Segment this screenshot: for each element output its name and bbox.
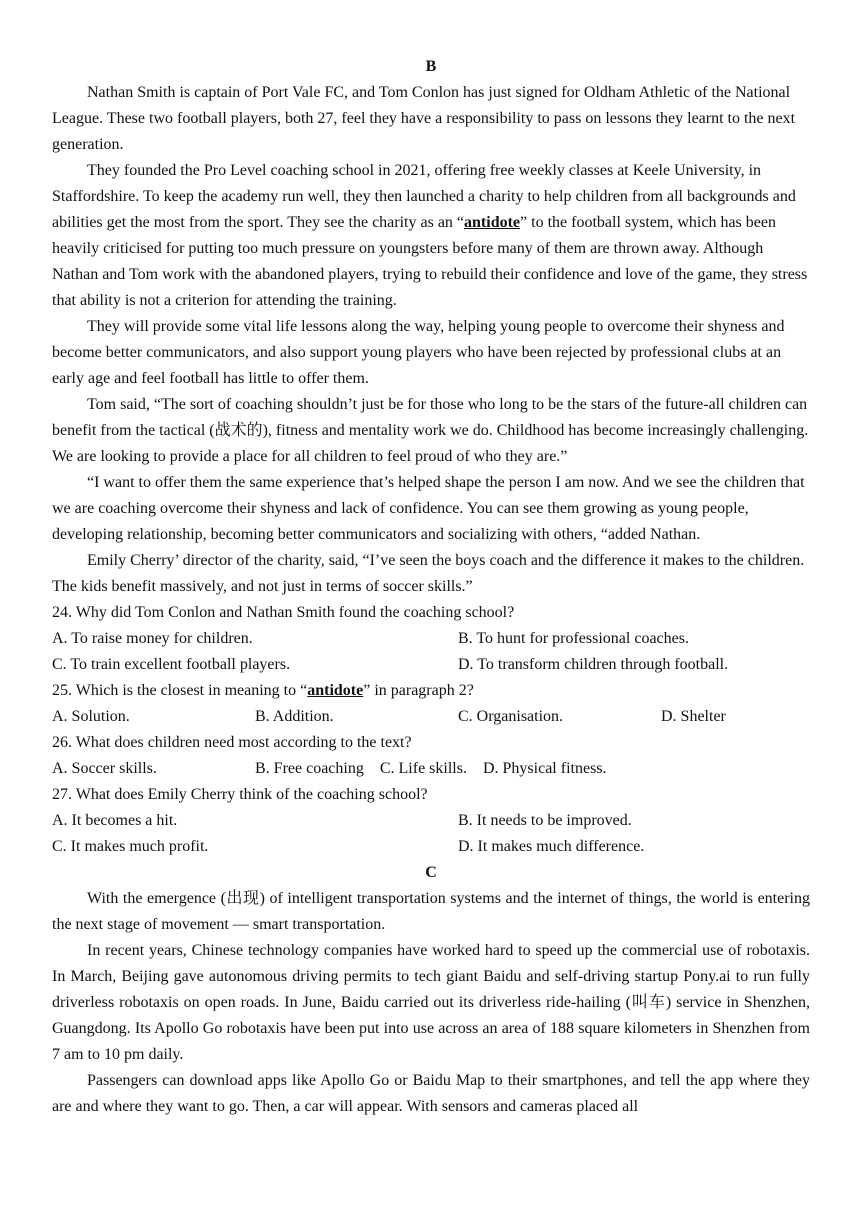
question-24-option-a: A. To raise money for children. — [52, 630, 253, 647]
question-24-stem: 24. Why did Tom Conlon and Nathan Smith found the coaching school? — [52, 604, 515, 621]
section-b-paragraph-4: Tom said, “The sort of coaching shouldn’t just be for those who long to be the stars of the future-all children can benefit from the tactical (战术的), fitness and mentality work we do. Childhood has become increasingly challenging. We are looking to provide a place for all children to feel proud of who they are.” — [52, 396, 809, 465]
question-27-option-d: D. It makes much difference. — [458, 838, 645, 855]
question-25-option-d: D. Shelter — [661, 708, 726, 725]
exam-page — [52, 54, 810, 1120]
section-c-paragraph-3: Passengers can download apps like Apollo Go or Baidu Map to their smartphones, and tell the app where they are and where they want to go. Then, a car will appear. With sensors and cameras placed all — [52, 1072, 810, 1115]
question-26-option-d: D. Physical fitness. — [482, 760, 607, 777]
question-25-stem-end: ” in paragraph 2? — [363, 682, 474, 699]
question-26-stem: 26. What does children need most according to the text? — [52, 734, 412, 751]
section-c-title: C — [425, 864, 437, 881]
question-26-options — [52, 756, 810, 782]
question-27-option-b: B. It needs to be improved. — [458, 812, 632, 829]
question-27-options-row-1 — [52, 808, 810, 834]
section-b-paragraph-3: They will provide some vital life lessons along the way, helping young people to overcome their shyness and become better communicators, and also support young players who have been rejected by professional clubs at an early age and feel football has little to offer them. — [52, 318, 785, 387]
paragraph-2-text-end: ” to the football system, which has been heavily criticised for putting too much pressure on youngsters before many of them are thrown away. Although Nathan and Tom work with the abandoned players, trying to rebuild their confidence and love of the game, they stress that ability is not a criterion for attending the training. — [52, 214, 808, 309]
question-24-option-b: B. To hunt for professional coaches. — [458, 630, 689, 647]
question-27-options-row-2 — [52, 834, 810, 860]
paragraph-2-text-start: They founded the Pro Level coaching school in 2021, offering free weekly classes at Keele University, in Staffordshire. To keep the academy run well, they then launched a charity to help children from all backgrounds and abilities get the most from the sport. They see the charity as an “ — [52, 162, 796, 231]
section-b-title: B — [425, 58, 437, 75]
question-25-keyword: antidote — [307, 682, 364, 699]
question-27-stem: 27. What does Emily Cherry think of the coaching school? — [52, 786, 428, 803]
question-26-option-c: C. Life skills. — [379, 760, 467, 777]
question-25-options — [52, 704, 810, 730]
question-24-option-c: C. To train excellent football players. — [52, 656, 291, 673]
question-25-option-a: A. Solution. — [52, 708, 130, 725]
question-25-stem — [52, 678, 810, 704]
keyword-antidote: antidote — [464, 214, 521, 231]
question-25-option-b: B. Addition. — [255, 708, 334, 725]
question-24-option-d: D. To transform children through football. — [458, 656, 729, 673]
question-27-option-a: A. It becomes a hit. — [52, 812, 178, 829]
question-27-option-c: C. It makes much profit. — [52, 838, 209, 855]
question-25-stem-start: 25. Which is the closest in meaning to “ — [52, 682, 308, 699]
question-25-option-c: C. Organisation. — [458, 708, 564, 725]
section-b-paragraph-2 — [52, 158, 810, 314]
question-26-option-a: A. Soccer skills. — [52, 760, 157, 777]
section-c-paragraph-2: In recent years, Chinese technology companies have worked hard to speed up the commercial use of robotaxis. In March, Beijing gave autonomous driving permits to tech giant Baidu and self-driving startup Pony.ai to run fully driverless robotaxis on open roads. In June, Baidu carried out its driverless ride-hailing (叫车) service in Shenzhen, Guangdong. Its Apollo Go robotaxis have been put into use across an area of 188 square kilometers in Shenzhen from 7 am to 10 pm daily. — [52, 942, 810, 1063]
section-b-paragraph-6: Emily Cherry’ director of the charity, said, “I’ve seen the boys coach and the difference it makes to the children. The kids benefit massively, and not just in terms of soccer skills.” — [52, 552, 805, 595]
question-24-options-row-1 — [52, 626, 810, 652]
question-26-option-b: B. Free coaching — [255, 760, 364, 777]
question-24-options-row-2 — [52, 652, 810, 678]
section-b-paragraph-5: “I want to offer them the same experience that’s helped shape the person I am now. And we see the children that we are coaching overcome their shyness and lack of confidence. You can see them growing as young people, developing relationship, becoming better communicators and socializing with others, “added Nathan. — [52, 474, 805, 543]
section-c-paragraph-1: With the emergence (出现) of intelligent transportation systems and the internet of things, the world is entering the next stage of movement — smart transportation. — [52, 890, 810, 933]
section-b-paragraph-1: Nathan Smith is captain of Port Vale FC, and Tom Conlon has just signed for Oldham Athletic of the National League. These two football players, both 27, feel they have a responsibility to pass on lessons they learnt to the next generation. — [52, 84, 796, 153]
